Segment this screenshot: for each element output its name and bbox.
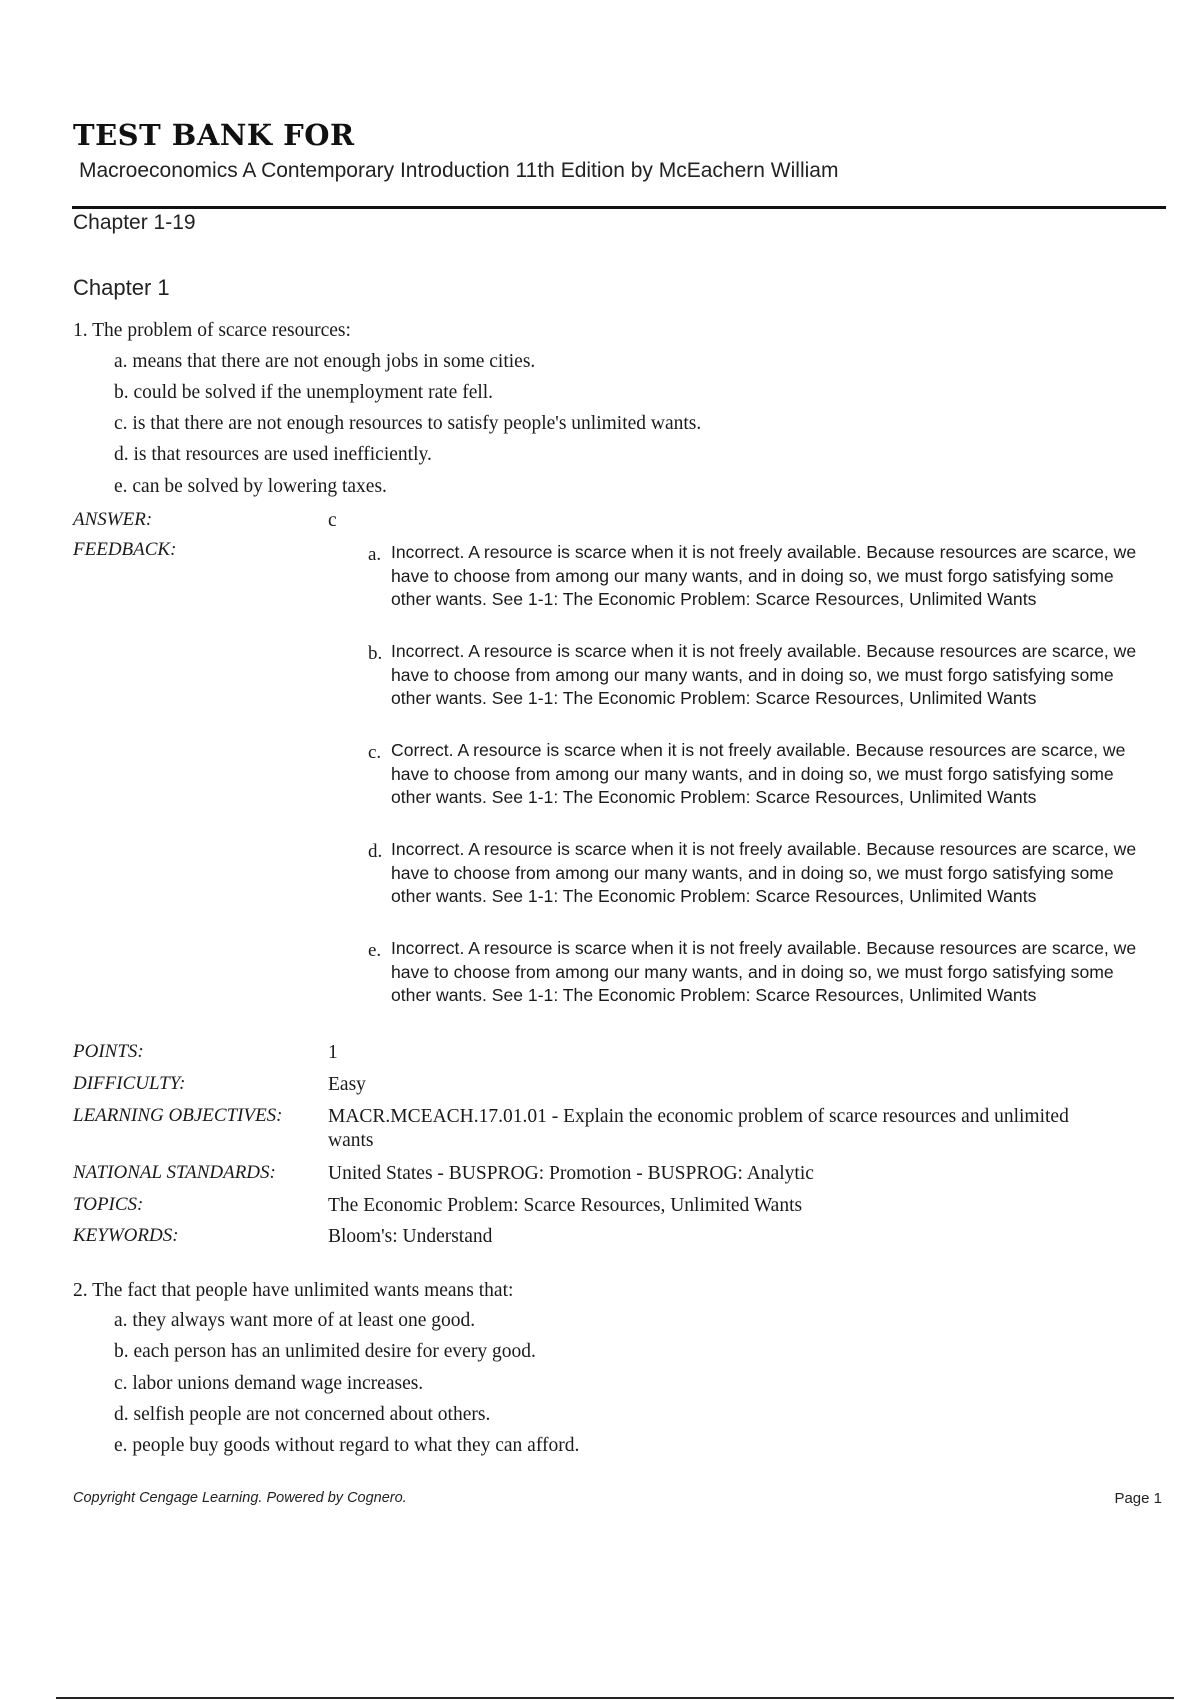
feedback-a-letter: a. [368,544,382,565]
question-1-choice-d: d. is that resources are used inefficiently. [114,444,432,465]
difficulty-value: Easy [328,1074,366,1095]
feedback-b-text: Incorrect. A resource is scarce when it is not freely available. Because resources are scarce, we have to choose from among our many wants, and in doing so, we must forgo satisfying some other wants. See 1-1: The Economic Problem: Scarce Resources, Unlimited Wants [391,641,1137,708]
question-1-stem: 1. The problem of scarce resources: [73,320,351,341]
question-1-choice-e: e. can be solved by lowering taxes. [114,476,387,497]
national-standards-label: NATIONAL STANDARDS: [73,1162,276,1183]
feedback-c-text: Correct. A resource is scarce when it is not freely available. Because resources are scarce, we have to choose from among our many wants, and in doing so, we must forgo satisfying some other wants. See 1-1: The Economic Problem: Scarce Resources, Unlimited Wants [391,740,1126,807]
chapter-heading: Chapter 1 [73,275,170,300]
learning-objectives-value: MACR.MCEACH.17.01.01 - Explain the economic problem of scarce resources and unlimited wants [328,1106,1069,1151]
answer-value: c [328,510,337,531]
points-label: POINTS: [73,1041,144,1062]
question-2-choice-e: e. people buy goods without regard to what they can afford. [114,1435,580,1456]
feedback-d-letter: d. [368,841,383,862]
feedback-b-letter: b. [368,643,383,664]
title-divider [72,206,1166,209]
feedback-c-letter: c. [368,742,382,763]
question-2-choice-d: d. selfish people are not concerned about others. [114,1404,491,1425]
feedback-d-text: Incorrect. A resource is scarce when it is not freely available. Because resources are scarce, we have to choose from among our many wants, and in doing so, we must forgo satisfying some other wants. See 1-1: The Economic Problem: Scarce Resources, Unlimited Wants [391,839,1137,906]
question-2-stem: 2. The fact that people have unlimited wants means that: [73,1280,514,1301]
question-2-choice-c: c. labor unions demand wage increases. [114,1373,424,1394]
page-number: Page 1 [1114,1490,1162,1507]
chapter-range: Chapter 1-19 [73,211,196,234]
topics-value: The Economic Problem: Scarce Resources, Unlimited Wants [328,1195,803,1216]
document-subtitle: Macroeconomics A Contemporary Introduction 11th Edition by McEachern William [79,159,839,182]
learning-objectives-label: LEARNING OBJECTIVES: [73,1105,283,1126]
keywords-label: KEYWORDS: [73,1225,179,1246]
footer-copyright: Copyright Cengage Learning. Powered by Cognero. [73,1490,407,1506]
question-1-choice-c: c. is that there are not enough resources to satisfy people's unlimited wants. [114,413,702,434]
question-2-choice-a: a. they always want more of at least one good. [114,1310,476,1331]
topics-label: TOPICS: [73,1194,144,1215]
page-bottom-divider [56,1697,1174,1699]
question-1-choice-b: b. could be solved if the unemployment rate fell. [114,382,494,403]
feedback-a-text: Incorrect. A resource is scarce when it is not freely available. Because resources are scarce, we have to choose from among our many wants, and in doing so, we must forgo satisfying some other wants. See 1-1: The Economic Problem: Scarce Resources, Unlimited Wants [391,542,1137,609]
feedback-label: FEEDBACK: [73,539,177,560]
points-value: 1 [328,1042,338,1063]
national-standards-value: United States - BUSPROG: Promotion - BUSPROG: Analytic [328,1163,814,1184]
feedback-e-letter: e. [368,940,382,961]
keywords-value: Bloom's: Understand [328,1226,493,1247]
answer-label: ANSWER: [73,509,153,530]
question-1-choice-a: a. means that there are not enough jobs in some cities. [114,351,536,372]
document-title: TEST BANK FOR [73,118,355,152]
feedback-e-text: Incorrect. A resource is scarce when it is not freely available. Because resources are scarce, we have to choose from among our many wants, and in doing so, we must forgo satisfying some other wants. See 1-1: The Economic Problem: Scarce Resources, Unlimited Wants [391,938,1137,1005]
question-2-choice-b: b. each person has an unlimited desire for every good. [114,1341,536,1362]
difficulty-label: DIFFICULTY: [73,1073,186,1094]
